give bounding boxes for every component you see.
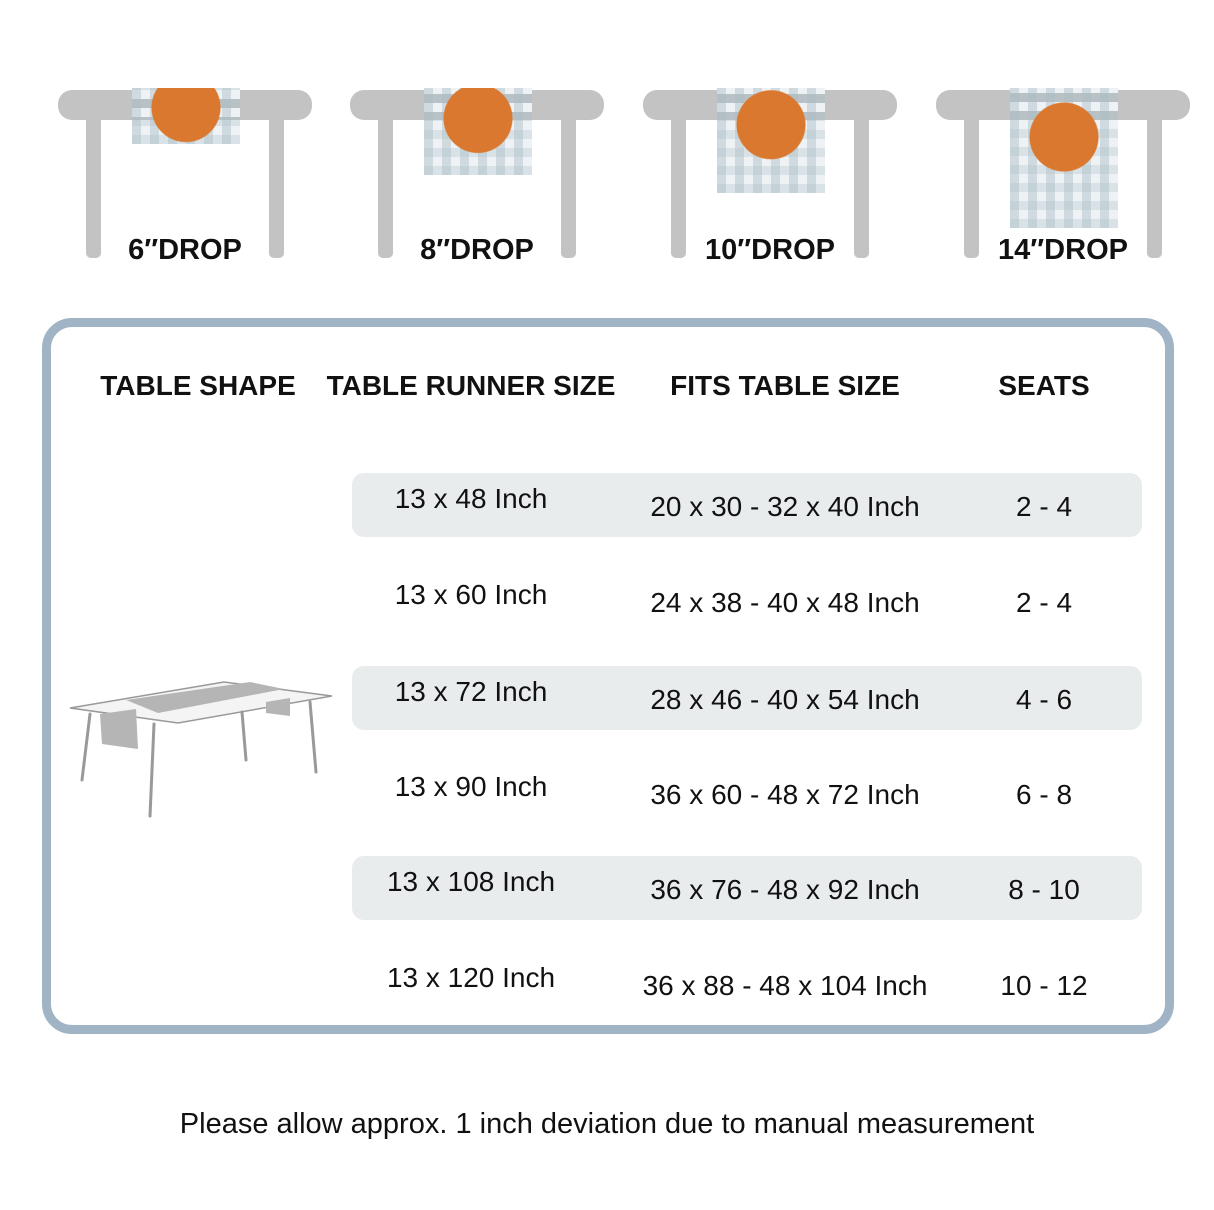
drop-diagram-10 [643, 88, 897, 266]
pumpkin-runner-icon [132, 88, 240, 144]
header-seats: SEATS [998, 370, 1090, 401]
drop-label: 6″DROP [128, 234, 242, 266]
measurement-disclaimer: Please allow approx. 1 inch deviation due to manual measurement [179, 1108, 1035, 1140]
drop-diagram-14 [936, 88, 1190, 266]
cell-runner: 13 x 72 Inch [394, 676, 548, 707]
drop-diagram-8 [350, 88, 604, 266]
header-runner-size: TABLE RUNNER SIZE [326, 370, 616, 401]
cell-runner: 13 x 60 Inch [394, 579, 548, 610]
cell-runner: 13 x 120 Inch [386, 962, 556, 993]
drop-diagram-6 [58, 88, 312, 266]
cell-fits: 36 x 60 - 48 x 72 Inch [650, 779, 920, 810]
cell-seats: 2 - 4 [1015, 491, 1073, 522]
pumpkin-runner-icon [717, 88, 825, 193]
pumpkin-runner-icon [424, 88, 532, 175]
cell-fits: 36 x 88 - 48 x 104 Inch [642, 970, 928, 1001]
pumpkin-runner-icon [1010, 88, 1118, 228]
cell-runner: 13 x 48 Inch [394, 483, 548, 514]
cell-seats: 10 - 12 [1000, 970, 1088, 1001]
cell-runner: 13 x 108 Inch [386, 866, 556, 897]
drop-label: 10″DROP [705, 234, 835, 266]
drop-label: 8″DROP [420, 234, 534, 266]
table-illustration-icon [66, 676, 336, 826]
cell-seats: 8 - 10 [1008, 874, 1080, 905]
header-fits-table-size: FITS TABLE SIZE [670, 370, 900, 401]
cell-fits: 20 x 30 - 32 x 40 Inch [650, 491, 920, 522]
header-table-shape: TABLE SHAPE [100, 370, 296, 401]
cell-seats: 4 - 6 [1015, 684, 1073, 715]
cell-fits: 24 x 38 - 40 x 48 Inch [650, 587, 920, 618]
cell-fits: 36 x 76 - 48 x 92 Inch [650, 874, 920, 905]
drop-label: 14″DROP [998, 234, 1128, 266]
cell-seats: 6 - 8 [1015, 779, 1073, 810]
cell-seats: 2 - 4 [1015, 587, 1073, 618]
cell-fits: 28 x 46 - 40 x 54 Inch [650, 684, 920, 715]
cell-runner: 13 x 90 Inch [394, 771, 548, 802]
